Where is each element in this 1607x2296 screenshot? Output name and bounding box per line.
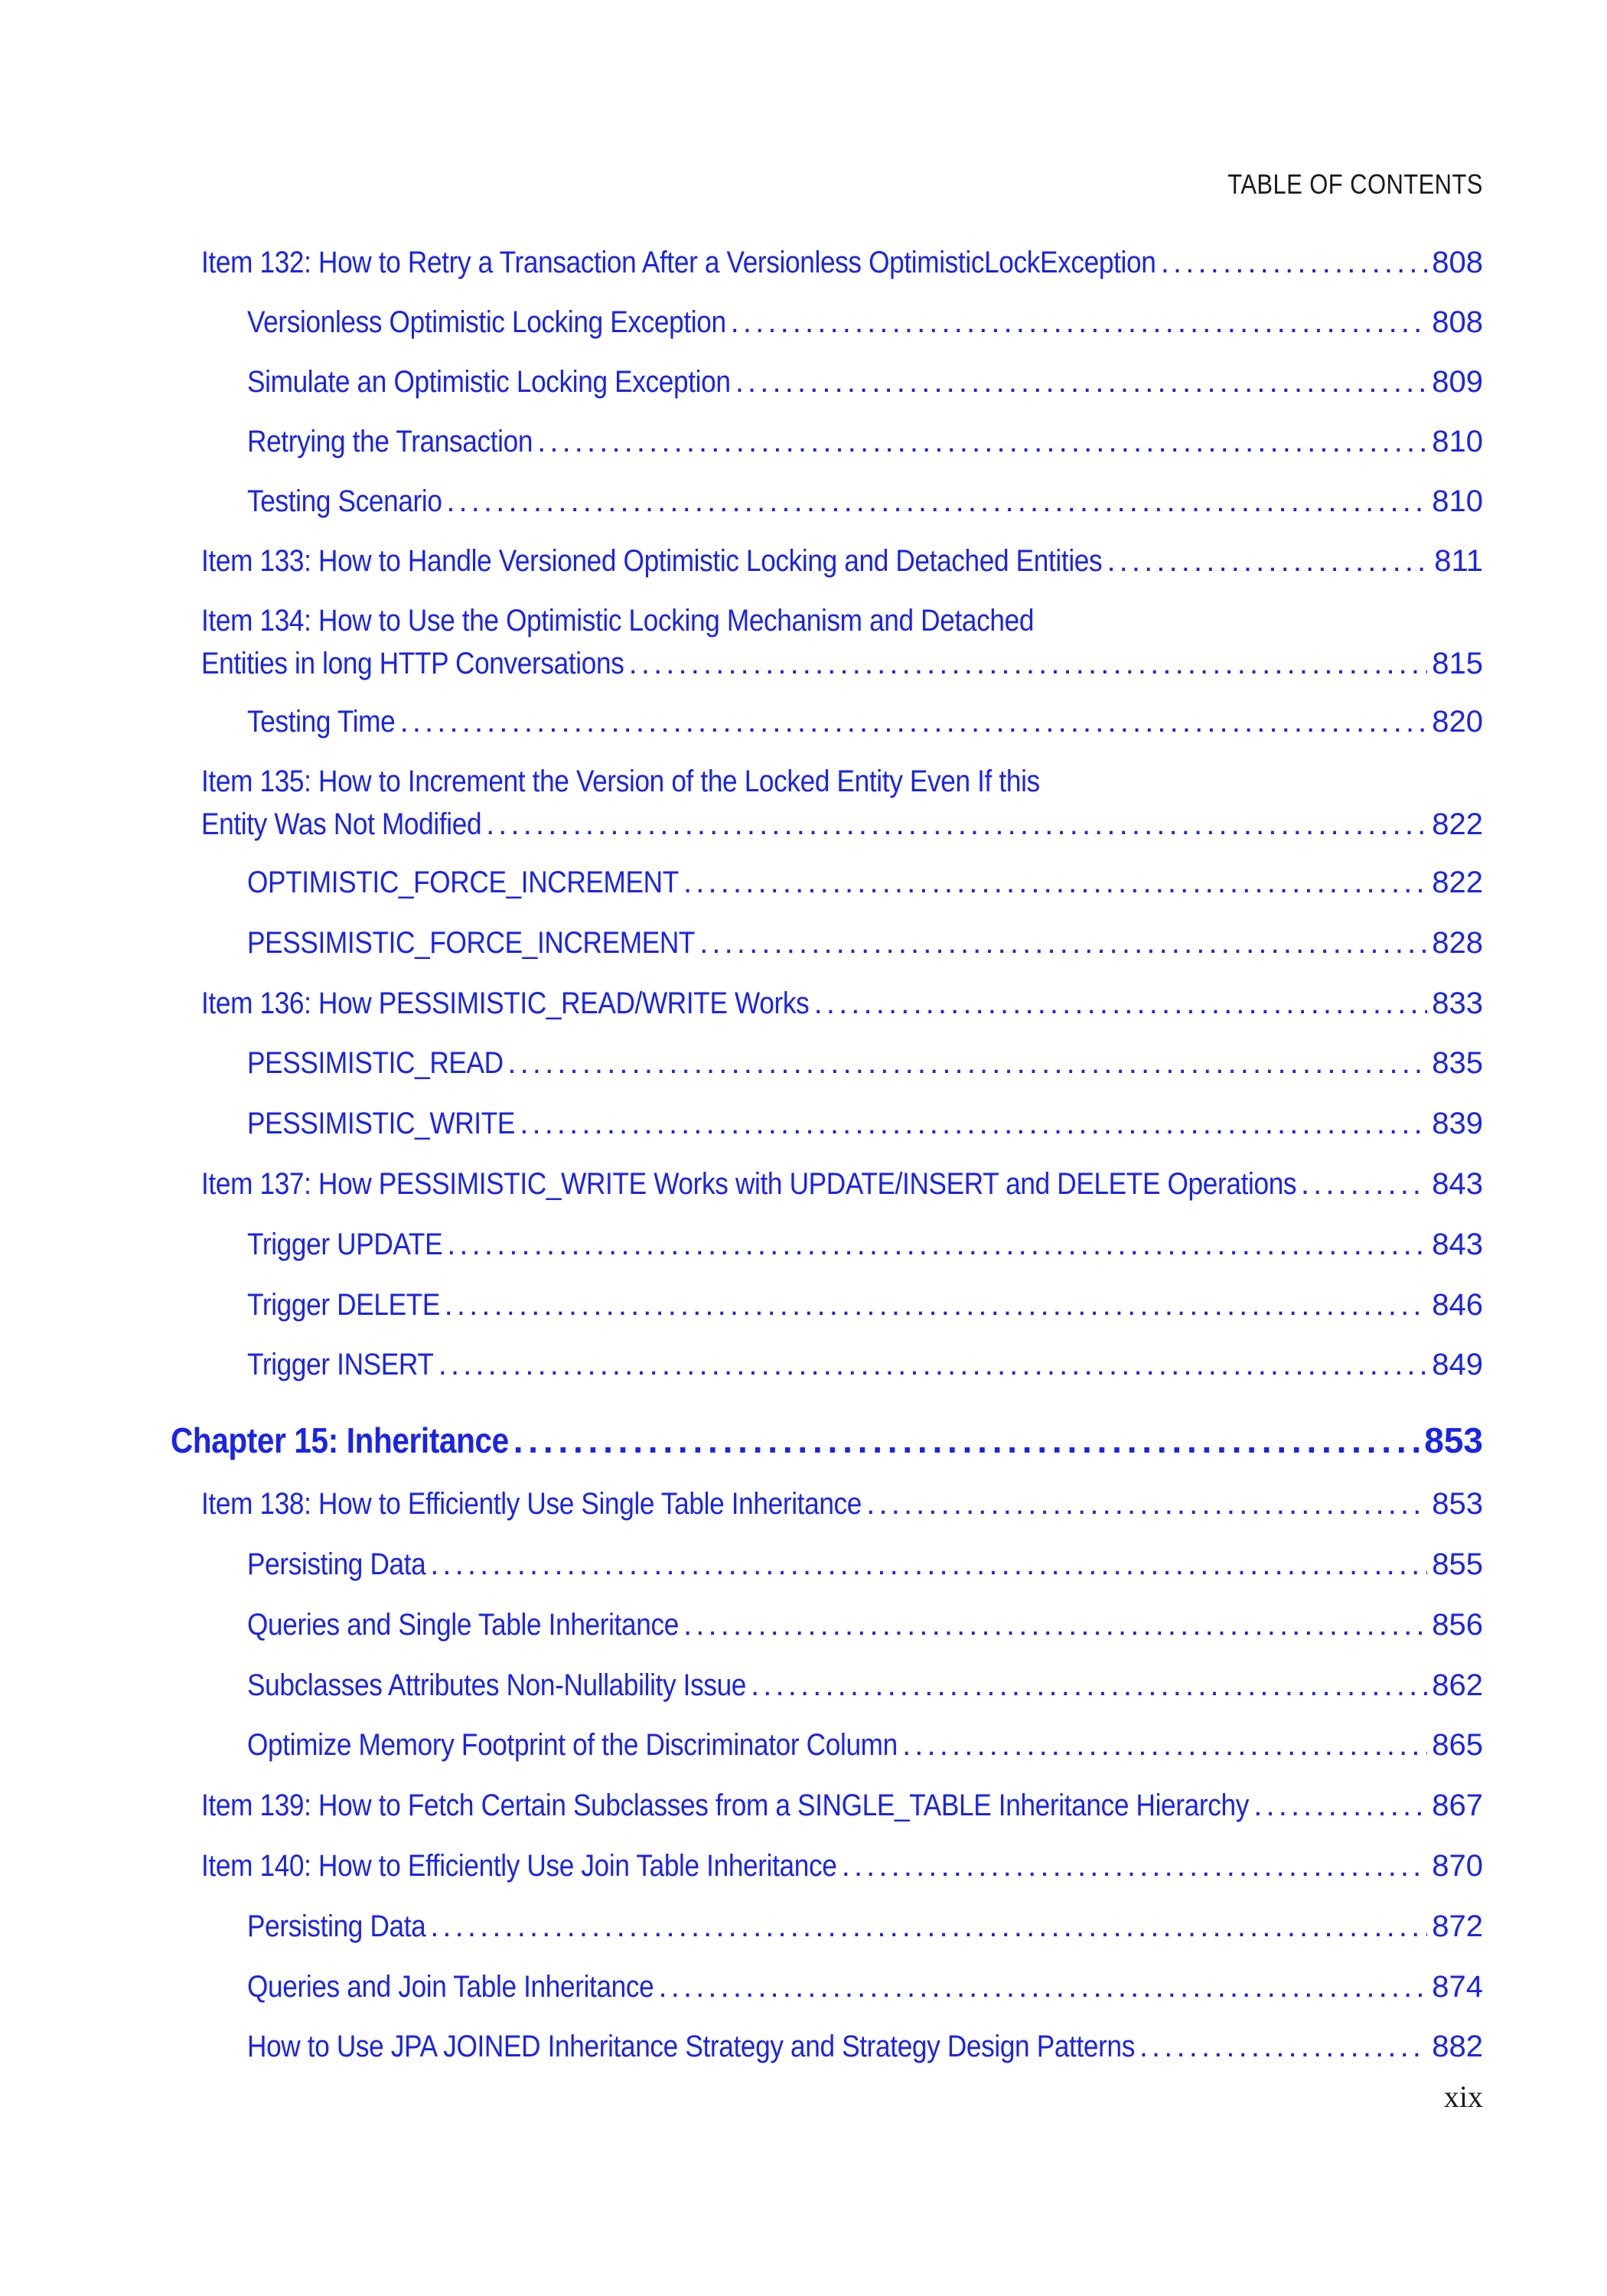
dot-leader <box>438 1342 1428 1387</box>
toc-entry-queries-single-table[interactable] <box>247 1603 1483 1647</box>
toc-entry-optimistic-force-increment[interactable] <box>247 860 1483 905</box>
toc-entry-page: 872 <box>1432 1910 1483 1943</box>
toc-entry-page: 810 <box>1432 425 1483 458</box>
toc-entry-title: Subclasses Attributes Non-Nullability Issue <box>247 1668 747 1702</box>
toc-entry-title: Trigger DELETE <box>247 1288 440 1322</box>
toc-entry-item-132[interactable] <box>201 240 1483 285</box>
dot-leader <box>1107 539 1429 583</box>
dot-leader <box>814 981 1428 1026</box>
dot-leader <box>447 1222 1427 1267</box>
dot-leader <box>699 921 1427 965</box>
toc-entry-page: 843 <box>1432 1228 1483 1261</box>
toc-entry-title: Testing Time <box>247 705 396 739</box>
dot-leader <box>842 1844 1428 1888</box>
toc-entry-pessimistic-read[interactable] <box>247 1041 1483 1085</box>
dot-leader <box>430 1904 1427 1949</box>
dot-leader <box>735 360 1427 404</box>
toc-entry-title: How to Use JPA JOINED Inheritance Strategy and Strategy Design Patterns <box>247 2030 1135 2063</box>
toc-entry-item-135[interactable] <box>201 761 1483 846</box>
toc-chapter-15[interactable] <box>171 1416 1483 1465</box>
toc-entry-title: Item 136: How PESSIMISTIC_READ/WRITE Works <box>201 987 810 1020</box>
dot-leader <box>902 1723 1427 1767</box>
toc-entry-item-136[interactable] <box>201 981 1483 1026</box>
dot-leader <box>513 1416 1420 1460</box>
toc-entry-title: Trigger UPDATE <box>247 1228 443 1261</box>
toc-entry-page: 846 <box>1432 1288 1483 1322</box>
toc-entry-trigger-update[interactable] <box>247 1222 1483 1267</box>
toc-entry-page: 855 <box>1432 1548 1483 1581</box>
toc-entry-title: PESSIMISTIC_WRITE <box>247 1107 515 1140</box>
toc-entry-persisting-data-join[interactable] <box>247 1904 1483 1949</box>
toc-entry-item-138[interactable] <box>201 1482 1483 1526</box>
toc-entry-page: 870 <box>1432 1849 1483 1883</box>
toc-entry-testing-time[interactable] <box>247 700 1483 744</box>
toc-entry-page: 808 <box>1432 246 1483 279</box>
dot-leader <box>507 1041 1427 1085</box>
toc-entry-page: 867 <box>1432 1789 1483 1822</box>
toc-entry-title-line1: Item 135: How to Increment the Version of the Locked Entity Even If this <box>201 765 1040 798</box>
dot-leader <box>866 1482 1427 1526</box>
toc-entry-page: 828 <box>1432 926 1483 960</box>
toc-entry-discriminator-column[interactable] <box>247 1723 1483 1767</box>
dot-leader <box>486 802 1427 846</box>
dot-leader <box>1253 1783 1427 1828</box>
toc-entry-title: PESSIMISTIC_FORCE_INCREMENT <box>247 926 696 960</box>
toc-entry-page: 822 <box>1432 866 1483 899</box>
toc-entry-page: 856 <box>1432 1608 1483 1642</box>
dot-leader <box>659 1965 1428 2009</box>
toc-entry-title: Retrying the Transaction <box>247 425 533 458</box>
toc-entry-title: Optimize Memory Footprint of the Discriminator Column <box>247 1728 898 1762</box>
toc-entry-title: Queries and Join Table Inheritance <box>247 1970 654 2004</box>
toc-entry-title-line1: Item 134: How to Use the Optimistic Locking Mechanism and Detached <box>201 604 1035 638</box>
toc-entry-trigger-delete[interactable] <box>247 1283 1483 1327</box>
toc-entry-item-134[interactable] <box>201 600 1483 686</box>
toc-entry-page: 808 <box>1432 305 1483 339</box>
toc-entry-item-133[interactable] <box>201 539 1483 583</box>
dot-leader <box>683 1603 1427 1647</box>
toc-entry-title: Item 133: How to Handle Versioned Optimistic Locking and Detached Entities <box>201 544 1103 578</box>
dot-leader <box>400 700 1428 744</box>
dot-leader <box>683 860 1427 905</box>
toc-entry-page: 809 <box>1432 365 1483 399</box>
toc-entry-testing-scenario[interactable] <box>247 479 1483 523</box>
dot-leader <box>446 479 1427 523</box>
toc-entry-page: 810 <box>1432 484 1483 518</box>
toc-entry-item-139[interactable] <box>201 1783 1483 1828</box>
dot-leader <box>445 1283 1428 1327</box>
toc-entry-page: 862 <box>1432 1668 1483 1702</box>
toc-entry-title: Item 140: How to Efficiently Use Join Table Inheritance <box>201 1849 837 1883</box>
toc-entry-non-nullability[interactable] <box>247 1663 1483 1707</box>
toc-entry-title: Testing Scenario <box>247 484 442 518</box>
toc-entry-persisting-data-single[interactable] <box>247 1542 1483 1587</box>
toc-entry-title: Simulate an Optimistic Locking Exception <box>247 365 731 399</box>
dot-leader <box>731 300 1428 344</box>
toc-entry-title: Queries and Single Table Inheritance <box>247 1608 679 1642</box>
toc-entry-page: 865 <box>1432 1728 1483 1762</box>
dot-leader <box>629 641 1428 686</box>
toc-entry-versionless-exception[interactable] <box>247 300 1483 344</box>
dot-leader <box>1301 1162 1427 1206</box>
toc-entry-page: 835 <box>1432 1046 1483 1080</box>
toc-entry-page: 882 <box>1432 2030 1483 2063</box>
toc-entry-title: Trigger INSERT <box>247 1348 434 1381</box>
toc-entry-page: 874 <box>1432 1970 1483 2004</box>
toc-entry-page: 822 <box>1432 807 1483 841</box>
toc-entry-title: Versionless Optimistic Locking Exception <box>247 305 726 339</box>
dot-leader <box>1161 240 1427 285</box>
toc-entry-title: PESSIMISTIC_READ <box>247 1046 504 1080</box>
toc-entry-page: 849 <box>1432 1348 1483 1381</box>
toc-entry-title: Item 139: How to Fetch Certain Subclasses from a SINGLE_TABLE Inheritance Hierarchy <box>201 1789 1249 1822</box>
toc-entry-queries-join-table[interactable] <box>247 1965 1483 2009</box>
toc-chapter-page: 853 <box>1424 1420 1483 1460</box>
toc-entry-title: Entity Was Not Modified <box>201 807 482 841</box>
running-header: TABLE OF CONTENTS <box>1227 168 1483 200</box>
dot-leader <box>751 1663 1427 1707</box>
toc-entry-page: 833 <box>1432 987 1483 1020</box>
toc-entry-page: 843 <box>1432 1167 1483 1201</box>
toc-entry-page: 820 <box>1432 705 1483 739</box>
toc-entry-retrying-transaction[interactable] <box>247 419 1483 464</box>
toc-entry-page: 853 <box>1432 1487 1483 1521</box>
dot-leader <box>1139 2024 1427 2069</box>
toc-entry-title: Item 138: How to Efficiently Use Single Table Inheritance <box>201 1487 862 1521</box>
page-number: xix <box>1443 2079 1483 2114</box>
toc-entry-title: OPTIMISTIC_FORCE_INCREMENT <box>247 866 679 899</box>
toc-entry-jpa-joined-strategy[interactable] <box>247 2024 1483 2069</box>
dot-leader <box>537 419 1427 464</box>
toc-entry-simulate-exception[interactable] <box>247 360 1483 404</box>
toc-entry-title: Persisting Data <box>247 1910 426 1943</box>
toc-entry-title: Entities in long HTTP Conversations <box>201 647 624 680</box>
toc-entry-title: Item 132: How to Retry a Transaction After a Versionless OptimisticLockException <box>201 246 1156 279</box>
toc-entry-page: 839 <box>1432 1107 1483 1140</box>
toc-entry-page: 811 <box>1434 544 1483 578</box>
toc-entry-pessimistic-force-increment[interactable] <box>247 921 1483 965</box>
toc-entry-page: 815 <box>1432 647 1483 680</box>
toc-entry-trigger-insert[interactable] <box>247 1342 1483 1387</box>
dot-leader <box>430 1542 1427 1587</box>
toc-chapter-title: Chapter 15: Inheritance <box>171 1420 509 1460</box>
dot-leader <box>520 1101 1427 1146</box>
toc-entry-item-140[interactable] <box>201 1844 1483 1888</box>
toc-entry-item-137[interactable] <box>201 1162 1483 1206</box>
toc-entry-title: Item 137: How PESSIMISTIC_WRITE Works with UPDATE/INSERT and DELETE Operations <box>201 1167 1297 1201</box>
toc-entry-pessimistic-write[interactable] <box>247 1101 1483 1146</box>
toc-entry-title: Persisting Data <box>247 1548 426 1581</box>
